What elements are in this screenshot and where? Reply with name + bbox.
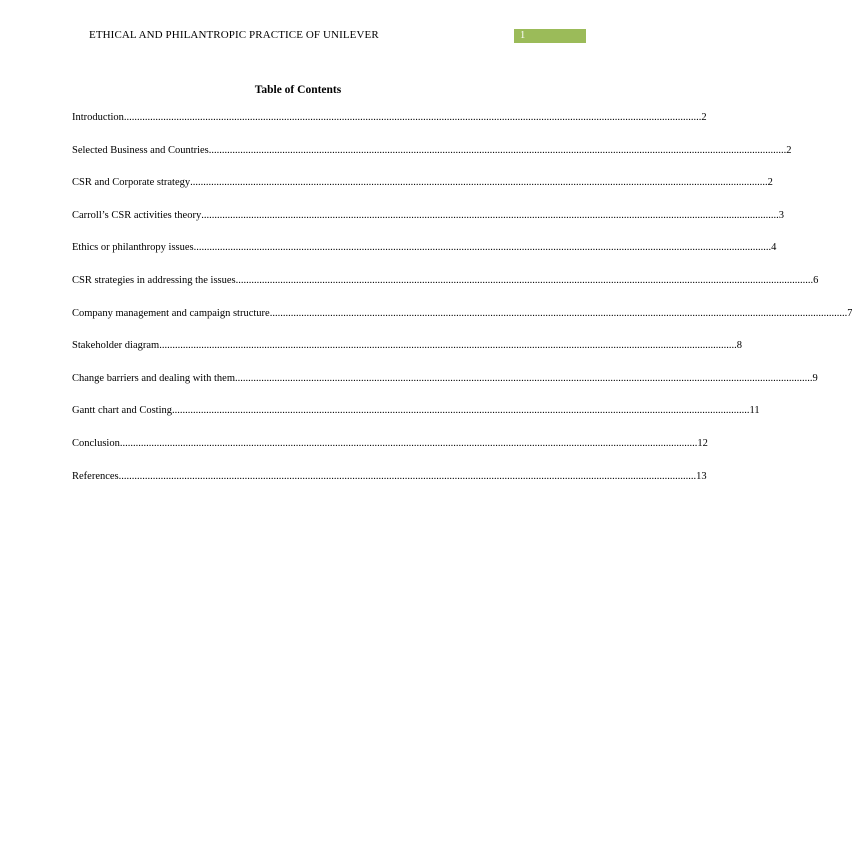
toc-leader-dots: ............................................................................................................................................................................................................................ xyxy=(123,112,702,123)
toc-entry-page: 9 xyxy=(812,372,818,384)
toc-leader-dots: ............................................................................................................................................................................................................................ xyxy=(208,144,787,156)
toc-entry-label: Ethics or philanthropy issues xyxy=(72,242,194,254)
toc-entry-page: 3 xyxy=(778,209,784,221)
toc-entry-page: 8 xyxy=(736,340,742,352)
toc-entry-references[interactable] xyxy=(72,470,707,503)
toc-entry-label: Carroll’s CSR activities theory xyxy=(72,209,202,221)
toc-entry-page: 2 xyxy=(767,177,773,189)
toc-leader-dots: ............................................................................................................................................................................................................................ xyxy=(193,242,772,254)
toc-leader-dots: ............................................................................................................................................................................................................................ xyxy=(172,405,750,417)
toc-entry-csr-corporate-strategy[interactable] xyxy=(72,176,773,209)
toc-leader-dots: ............................................................................................................................................................................................................................ xyxy=(235,372,813,384)
toc-heading: Table of Contents xyxy=(254,84,342,96)
toc-entry-stakeholder-diagram[interactable] xyxy=(72,339,742,372)
toc-entry-csr-strategies[interactable] xyxy=(72,274,819,307)
toc-entry-page: 6 xyxy=(813,274,819,286)
toc-entry-page: 7 xyxy=(847,307,852,319)
toc-entry-page: 13 xyxy=(696,470,707,482)
toc-entry-introduction[interactable] xyxy=(72,111,707,144)
toc-entry-label: Company management and campaign structure xyxy=(72,307,270,319)
toc-entry-selected-business[interactable] xyxy=(72,144,792,177)
toc-entry-change-barriers[interactable] xyxy=(72,372,818,405)
toc-entry-page: 2 xyxy=(701,112,707,123)
toc-entry-label: Introduction xyxy=(72,112,124,123)
toc-leader-dots: ............................................................................................................................................................................................................................ xyxy=(159,340,737,352)
toc-entry-label: Gantt chart and Costing xyxy=(72,405,173,417)
toc-entry-carrolls-theory[interactable] xyxy=(72,209,784,242)
toc-entry-label: References xyxy=(72,470,119,482)
toc-entry-label: Conclusion xyxy=(72,437,120,449)
toc-entry-page: 4 xyxy=(771,242,777,254)
toc-leader-dots: ............................................................................................................................................................................................................................ xyxy=(118,470,697,482)
toc-leader-dots: ............................................................................................................................................................................................................................ xyxy=(201,209,779,221)
toc-leader-dots: ............................................................................................................................................................................................................................ xyxy=(119,437,698,449)
toc-entry-gantt-chart[interactable] xyxy=(72,404,760,437)
toc-entry-label: Selected Business and Countries xyxy=(72,144,209,156)
toc-leader-dots: ............................................................................................................................................................................................................................ xyxy=(235,274,814,286)
toc-entry-conclusion[interactable] xyxy=(72,437,708,470)
toc-entry-page: 11 xyxy=(749,405,760,417)
toc-entry-label: CSR strategies in addressing the issues xyxy=(72,274,236,286)
toc-entry-page: 2 xyxy=(786,144,792,156)
running-header-title: ETHICAL AND PHILANTROPIC PRACTICE OF UNILEVER xyxy=(89,29,379,41)
toc-entry-label: Stakeholder diagram xyxy=(72,340,160,352)
toc-entry-label: CSR and Corporate strategy xyxy=(72,177,191,189)
toc-entry-label: Change barriers and dealing with them xyxy=(72,372,235,384)
toc-leader-dots: ............................................................................................................................................................................................................................ xyxy=(269,307,848,319)
toc-entry-company-management[interactable] xyxy=(72,307,852,340)
toc-leader-dots: ............................................................................................................................................................................................................................ xyxy=(190,177,768,189)
page-number-badge: 1 xyxy=(514,29,586,43)
toc-entry-page: 12 xyxy=(697,437,708,449)
toc-list xyxy=(72,111,852,502)
toc-entry-ethics-issues[interactable] xyxy=(72,241,777,274)
